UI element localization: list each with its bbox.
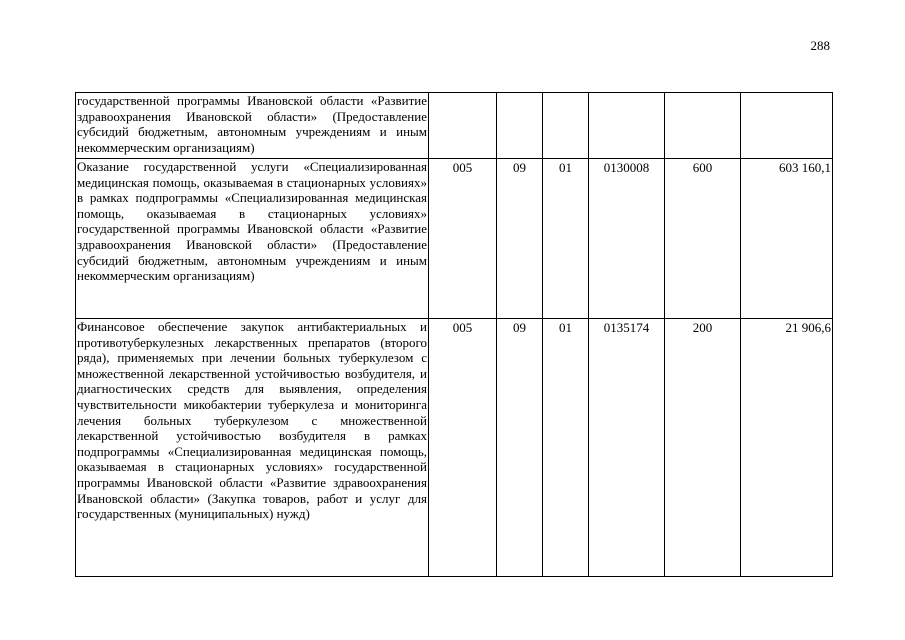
subsection-code — [543, 93, 589, 159]
target-article-code — [589, 93, 665, 159]
row-description: Оказание государственной услуги «Специализированная медицинская помощь, оказываемая в стационарных условиях» в рамках подпрограммы «Специализированная медицинская помощь, оказываемая в стационарных условиях» государственной программы Ивановской области «Развитие здравоохранения Ивановской области» (Предоставление субсидий бюджетным, автономным учреждениям и иным некоммерческим организациям) — [76, 159, 429, 319]
table-row — [76, 93, 833, 159]
grbs-code: 005 — [429, 159, 497, 319]
grbs-code: 005 — [429, 319, 497, 577]
section-code: 09 — [497, 319, 543, 577]
expense-type-code — [665, 93, 741, 159]
grbs-code — [429, 93, 497, 159]
table-row — [76, 319, 833, 577]
page-number: 288 — [810, 38, 830, 53]
row-description: Финансовое обеспечение закупок антибактериальных и противотуберкулезных лекарственных препаратов (второго ряда), применяемых при лечении больных туберкулезом с множественной лекарственной устойчивостью возбудителя, и диагностических средств для выявления, определения чувствительности микобактерии туберкулеза и мониторинга лечения больных туберкулезом с множественной лекарственной устойчивостью возбудителя в рамках подпрограммы «Специализированная медицинская помощь, оказываемая в стационарных условиях» государственной программы Ивановской области «Развитие здравоохранения Ивановской области» (Закупка товаров, работ и услуг для государственных (муниципальных) нужд) — [76, 319, 429, 577]
target-article-code: 0135174 — [589, 319, 665, 577]
amount-value: 21 906,6 — [741, 319, 833, 577]
subsection-code: 01 — [543, 159, 589, 319]
table-row — [76, 159, 833, 319]
target-article-code: 0130008 — [589, 159, 665, 319]
budget-table — [75, 92, 833, 577]
subsection-code: 01 — [543, 319, 589, 577]
expense-type-code: 200 — [665, 319, 741, 577]
row-description: государственной программы Ивановской области «Развитие здравоохранения Ивановской области» (Предоставление субсидий бюджетным, автономным учреждениям и иным некоммерческим организациям) — [76, 93, 429, 159]
expense-type-code: 600 — [665, 159, 741, 319]
amount-value — [741, 93, 833, 159]
section-code: 09 — [497, 159, 543, 319]
section-code — [497, 93, 543, 159]
amount-value: 603 160,1 — [741, 159, 833, 319]
